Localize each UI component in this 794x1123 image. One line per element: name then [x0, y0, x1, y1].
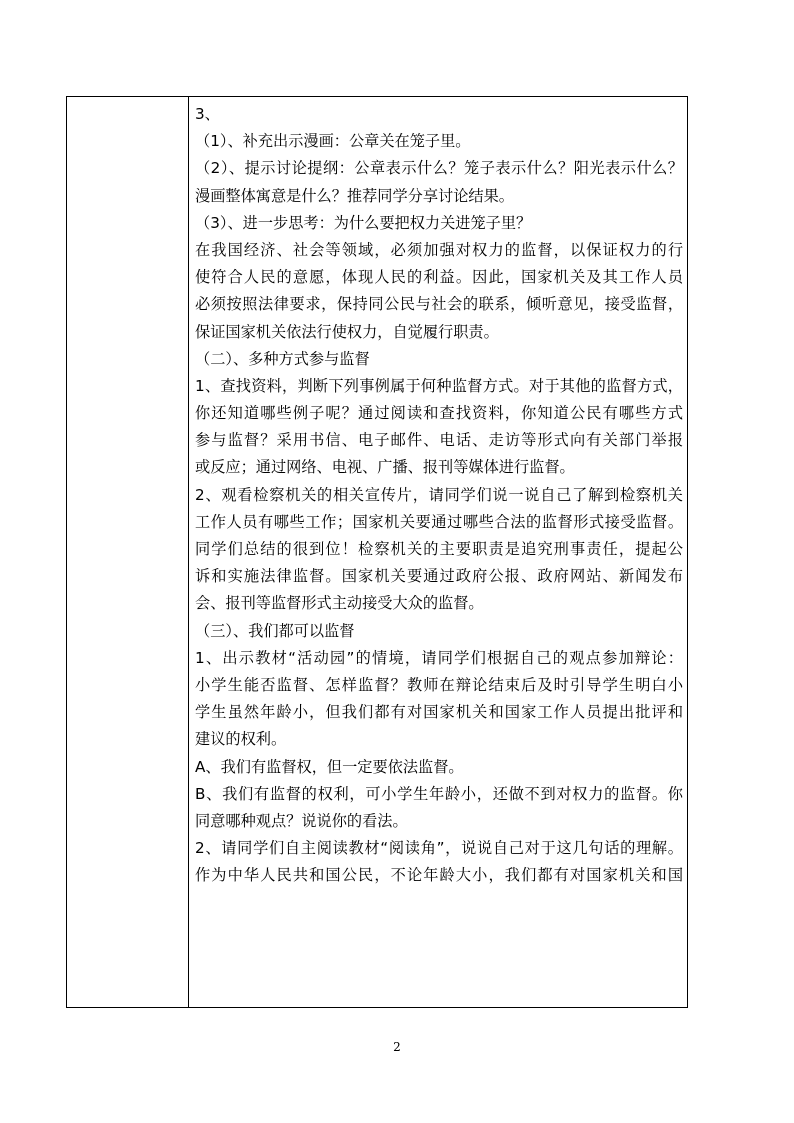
text-line: 漫画整体寓意是什么？推荐同学分享讨论结果。 [195, 186, 514, 205]
text-line: 建议的权利。 [195, 730, 287, 749]
text-line: 同意哪种观点？说说你的看法。 [195, 811, 408, 830]
lesson-table [66, 96, 688, 1008]
text-line: 必须按照法律要求，保持同公民与社会的联系，倾听意见，接受监督， [195, 295, 683, 314]
text-line: 诉和实施法律监督。国家机关要通过政府公报、政府网站、新闻发布 [195, 567, 683, 586]
text-line: 你还知道哪些例子呢？通过阅读和查找资料，你知道公民有哪些方式 [195, 404, 683, 423]
text-line: 或反应；通过网络、电视、广播、报刊等媒体进行监督。 [195, 458, 575, 477]
text-line: 保证国家机关依法行使权力，自觉履行职责。 [195, 322, 499, 341]
table-content-cell [195, 101, 683, 889]
text-line: 1、出示教材“活动园”的情境，请同学们根据自己的观点参加辩论： [195, 648, 683, 667]
text-line: 参与监督？采用书信、电子邮件、电话、走访等形式向有关部门举报 [195, 431, 683, 450]
text-line: （1）、补充出示漫画：公章关在笼子里。 [195, 132, 471, 151]
text-line: 工作人员有哪些工作；国家机关要通过哪些合法的监督形式接受监督。 [195, 512, 683, 531]
text-line: 1、查找资料，判断下列事例属于何种监督方式。对于其他的监督方式， [195, 376, 683, 395]
text-line: 会、报刊等监督形式主动接受大众的监督。 [195, 594, 484, 613]
text-line: A、我们有监督权，但一定要依法监督。 [195, 757, 464, 776]
page-number: 2 [393, 1040, 401, 1054]
column-divider [188, 97, 189, 1007]
text-line: 3、 [195, 105, 220, 123]
text-line: （三）、我们都可以监督 [195, 621, 355, 640]
text-line: 在我国经济、社会等领域，必须加强对权力的监督，以保证权力的行 [195, 240, 683, 259]
text-line: （二）、多种方式参与监督 [195, 349, 370, 368]
text-line: 小学生能否监督、怎样监督？教师在辩论结束后及时引导学生明白小 [195, 675, 683, 694]
text-line: 学生虽然年龄小，但我们都有对国家机关和国家工作人员提出批评和 [195, 703, 683, 722]
text-line: （2）、提示讨论提纲：公章表示什么？笼子表示什么？阳光表示什么？ [195, 159, 683, 178]
text-line: （3）、进一步思考：为什么要把权力关进笼子里？ [195, 213, 532, 232]
text-line: 使符合人民的意愿，体现人民的利益。因此，国家机关及其工作人员 [195, 268, 683, 287]
text-line: B、我们有监督的权利，可小学生年龄小，还做不到对权力的监督。你 [195, 784, 683, 803]
text-line: 作为中华人民共和国公民，不论年龄大小，我们都有对国家机关和国 [195, 866, 683, 885]
text-line: 2、请同学们自主阅读教材“阅读角”，说说自己对于这几句话的理解。 [195, 839, 683, 858]
text-line: 2、观看检察机关的相关宣传片，请同学们说一说自己了解到检察机关 [195, 485, 683, 504]
text-line: 同学们总结的很到位！检察机关的主要职责是追究刑事责任，提起公 [195, 540, 683, 558]
